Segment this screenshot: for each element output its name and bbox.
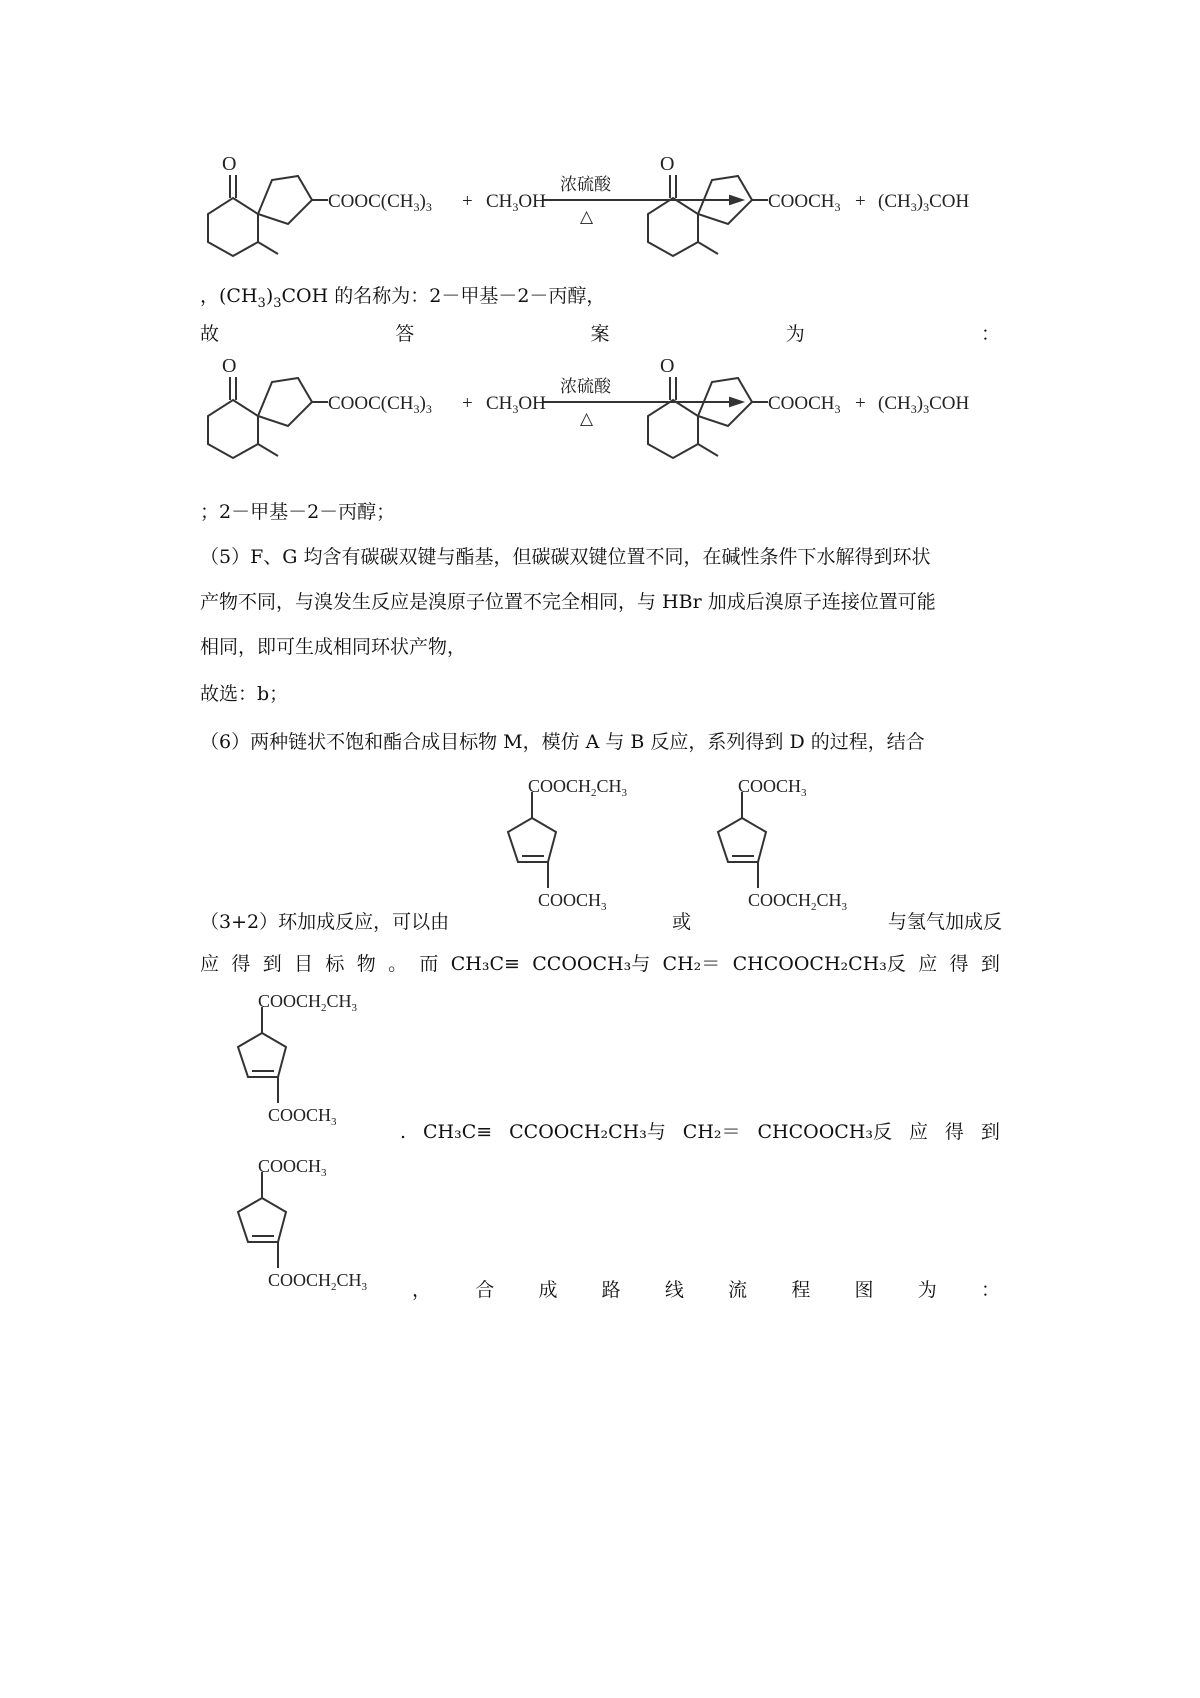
svg-text:COOCH3: $COOCH_3$ — [738, 776, 807, 799]
part6-line1: （6）两种链状不饱和酯合成目标物 M，模仿 A 与 B 反应，系列得到 D 的过程，结合 — [200, 731, 925, 753]
svg-text:COOCH3: $COOCH_3$ — [258, 1156, 327, 1179]
part6-line5: ， 合 成 路 线 流 程 图 为 ： — [412, 1279, 1000, 1301]
svg-text:COOC(CH3)3: $COOC(CH_3)_3$ — [328, 191, 432, 214]
svg-text:浓硫酸: 浓硫酸 — [560, 377, 611, 396]
svg-text:+: + — [855, 191, 866, 212]
part6-line2c: 与氢气加成反 — [888, 911, 1003, 933]
svg-text:COOC(CH3)3: $COOC(CH_3)_3$ — [328, 393, 432, 416]
svg-text:+: + — [855, 393, 866, 414]
svg-text:+: + — [462, 191, 473, 212]
svg-text:COOCH3: $COOCH_3$ — [268, 1105, 337, 1128]
svg-text:COOCH2CH3: $COOCH_2CH_3$ — [258, 991, 358, 1014]
svg-text:O: O — [222, 355, 237, 377]
svg-text:(CH3)3COH: $(CH_3)_3COH$ — [878, 191, 970, 214]
heat-label: △ — [580, 207, 594, 226]
structure-ethyl-top — [480, 770, 660, 930]
svg-text:COOCH3: $COOCH_3$ — [768, 393, 841, 416]
structure-ethyl-left — [210, 985, 410, 1145]
svg-text:COOCH2CH3: $COOCH_2CH_3$ — [528, 776, 628, 799]
part5-line2: 产物不同，与溴发生反应是溴原子位置不完全相同，与 HBr 加成后溴原子连接位置可能 — [200, 591, 936, 613]
part6-line3: 应 得 到 目 标 物 。 而 CH₃C≡ CCOOCH₃与 CH₂＝ CHCOOCH₂CH₃反 应 得 到 — [200, 953, 1000, 975]
svg-text:O: O — [660, 153, 675, 175]
catalyst-label: 浓硫酸 — [560, 175, 611, 194]
svg-text:COOCH2CH3: $COOCH_2CH_3$ — [748, 890, 848, 913]
part5-line1: （5）F、G 均含有碳碳双键与酯基，但碳碳双键位置不同，在碱性条件下水解得到环状 — [200, 546, 931, 568]
oxygen-label: O — [222, 153, 237, 175]
answer-intro-line: 故 答 案 为 ： — [200, 323, 1000, 345]
svg-text:COOCH3: $COOCH_3$ — [768, 191, 841, 214]
structure-methyl-top — [690, 770, 890, 930]
svg-text:COOCH2CH3: $COOCH_2CH_3$ — [268, 1270, 368, 1293]
part6-line2b: 或 — [672, 911, 692, 933]
reaction-scheme-2 — [200, 352, 1100, 462]
svg-text:O: O — [660, 355, 675, 377]
svg-text:COOCH3: $COOCH_3$ — [538, 890, 607, 913]
answer-line: ；2－甲基－2－丙醇； — [200, 501, 396, 523]
part5-answer: 故选：b； — [200, 683, 289, 705]
svg-text:(CH3)3COH: $(CH_3)_3COH$ — [878, 393, 970, 416]
part6-line4: . CH₃C≡ CCOOCH₂CH₃与 CH₂＝ CHCOOCH₃反 应 得 到 — [400, 1121, 1000, 1143]
reaction-scheme-1 — [200, 150, 1100, 260]
svg-text:△: △ — [580, 409, 594, 428]
svg-text:CH3OH: $CH_3OH$ — [486, 191, 546, 214]
structure-methyl-left — [210, 1150, 410, 1310]
name-line: ，$(CH_3)_3COH$ 的名称为：2－甲基－2－丙醇， — [200, 285, 606, 311]
svg-text:CH3OH: $CH_3OH$ — [486, 393, 546, 416]
part5-line3: 相同，即可生成相同环状产物， — [200, 636, 467, 658]
svg-text:+: + — [462, 393, 473, 414]
part6-line2a: （3+2）环加成反应，可以由 — [200, 911, 450, 933]
